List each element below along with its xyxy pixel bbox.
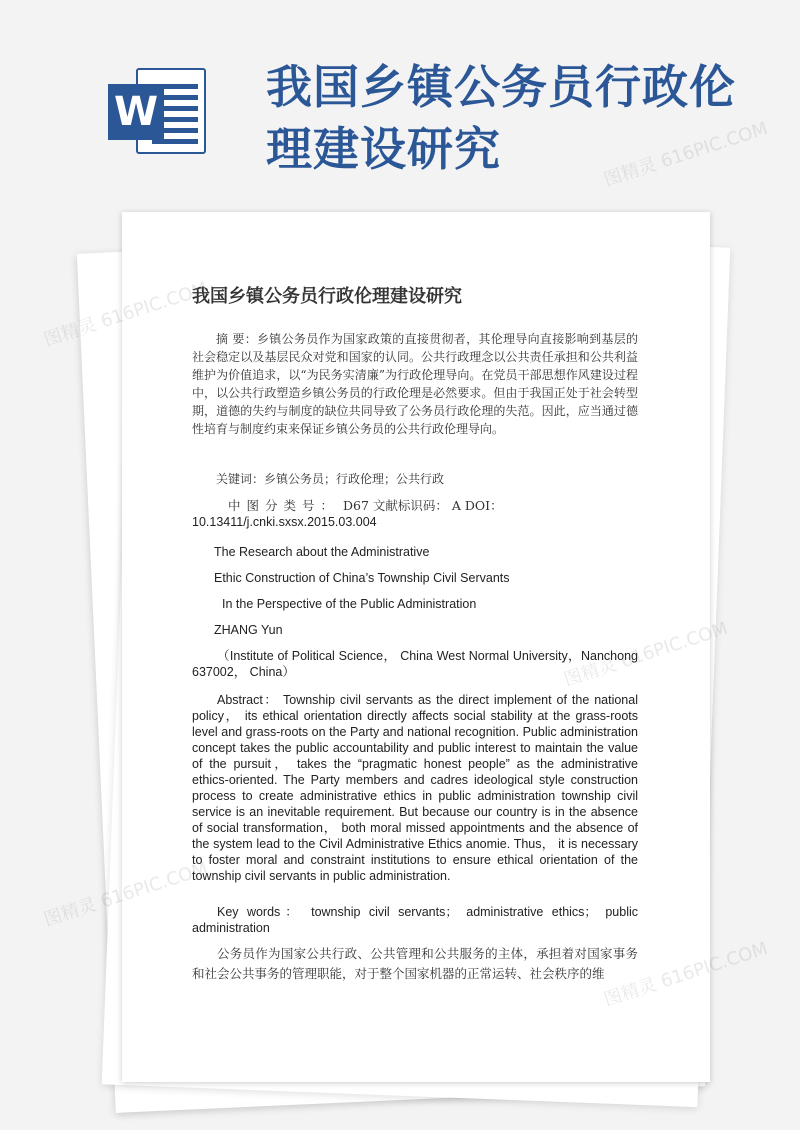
- document-title: 我国乡镇公务员行政伦理建设研究: [192, 286, 462, 307]
- author-affiliation: （Institute of Political Science， China West Normal University，Nanchong 637002， China）: [192, 649, 638, 679]
- english-keywords: Key words： township civil servants； administrative ethics； public administration: [192, 905, 638, 935]
- chinese-abstract: 摘 要：乡镇公务员作为国家政策的直接贯彻者，其伦理导向直接影响到基层的社会稳定以及基层民众对党和国家的认同。公共行政理念以公共责任承担和公共利益维护为价值追求，以“为民务实清廉”为行政伦理导向。在党员干部思想作风建设过程中，以公共行政塑造乡镇公务员的行政伦理是必然要求。但由于我国正处于社会转型期，道德的失约与制度的缺位共同导致了公务员行政伦理的失范。因此，应当通过德性培育与制度约束来保证乡镇公务员的公共行政伦理导向。: [192, 332, 638, 436]
- document-page: [122, 212, 710, 1082]
- word-logo-letter: W: [108, 84, 164, 140]
- chinese-keywords: 关键词：乡镇公务员；行政伦理；公共行政: [216, 472, 445, 486]
- classification-label: 中图分类号：: [228, 498, 340, 513]
- english-title-line-1: The Research about the Administrative: [214, 545, 430, 559]
- english-title-line-2: Ethic Construction of China’s Township Civil Servants: [214, 571, 510, 585]
- english-title-line-3: In the Perspective of the Public Administration: [222, 597, 477, 611]
- author-name: ZHANG Yun: [214, 623, 283, 637]
- body-paragraph: 公务员作为国家公共行政、公共管理和公共服务的主体，承担着对国家事务和社会公共事务的管理职能，对于整个国家机器的正常运转、社会秩序的维: [192, 946, 638, 981]
- watermark: 图精灵: [41, 314, 100, 351]
- page-header: [0, 0, 800, 200]
- doi-value: 10.13411/j.cnki.sxsx.2015.03.004: [192, 515, 377, 529]
- watermark: 图精灵: [41, 894, 100, 931]
- watermark: 图精灵 616PIC.COM: [601, 118, 771, 191]
- word-document-icon: [108, 62, 208, 160]
- classification-value: D67 文献标识码： A DOI：: [343, 498, 503, 513]
- header-title: 我国乡镇公务员行政伦理建设研究: [266, 60, 736, 176]
- english-abstract: Abstract： Township civil servants as the direct implement of the national policy， its ethical orientation directly affects social stability at the grass-roots level and grass-roots on the Party and national recognition. Public administration concept takes the public accountability and public interest to maintain the value of the pursuit， takes the “pragmatic honest people” as the administrative ethics-oriented. The Party members and cadres ideological style construction process to create administrative ethics in public administration township civil service is an inevitable requirement. But because our country is in the absence of social transformation， both moral missed appointments and the absence of the system lead to the Civil Administrative Ethics anomie. Thus， it is necessary to foster moral and constraint institutions to ensure ethical orientation of the township civil servants in public administration.: [192, 693, 638, 883]
- classification-block: [192, 498, 638, 530]
- watermark: 616PIC.COM: [658, 938, 771, 993]
